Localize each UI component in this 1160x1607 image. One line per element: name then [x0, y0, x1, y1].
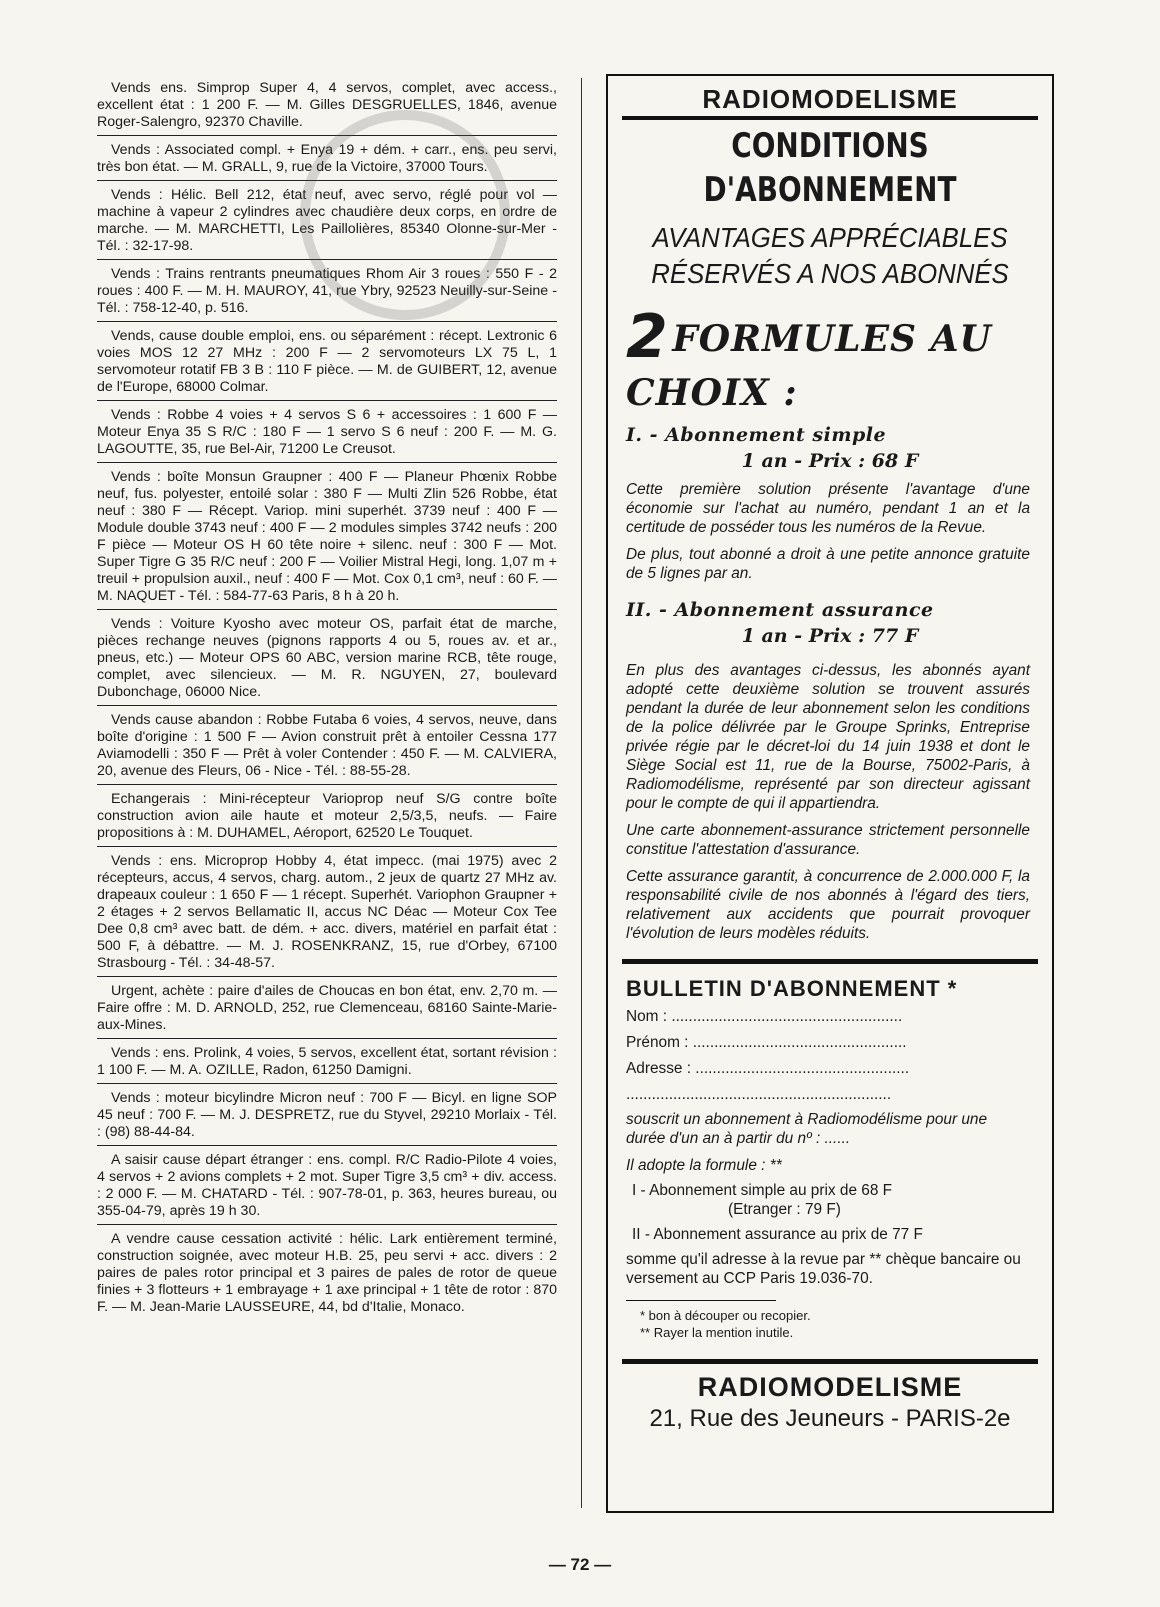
- formula-2-price: 1 an - Prix : 77 F: [741, 625, 919, 647]
- formulas-number: 2: [626, 302, 668, 372]
- column-divider: [581, 78, 582, 1508]
- classified-ad: Echangerais : Mini-récepteur Varioprop neuf S/G contre boîte construction avion aile haute et moteur 2,5/3,5, neufs. — Faire propositions à : M. DUHAMEL, Aéroport, 62520 Le Touquet.: [97, 789, 557, 847]
- advantages-line-2: RÉSERVÉS A NOS ABONNÉS: [651, 258, 1009, 289]
- adresse-field[interactable]: Adresse : ..................................................: [626, 1060, 910, 1077]
- advantages-heading: [626, 220, 1034, 292]
- prenom-field[interactable]: Prénom : ..................................................: [626, 1034, 907, 1051]
- classified-ad: Vends : Voiture Kyosho avec moteur OS, parfait état de marche, pièces rechange neuves (pignons rapports 4 ou 5, roues av. et ar., pneus, etc.) — Moteur OPS 60 ABC, version marine RCB, tête rouge, complet, avec silencieux. — M. R. NGUYEN, 27, boulevard Dubonchage, 06000 Nice.: [97, 614, 557, 706]
- formula-1-paragraph: De plus, tout abonné a droit à une petite annonce gratuite de 5 lignes par an.: [626, 546, 1030, 582]
- classified-ad: Vends : Hélic. Bell 212, état neuf, avec servo, réglé pour vol — machine à vapeur 2 cylindres avec chaudière deux corps, en ordre de marche. — M. MARCHETTI, Les Paillolières, 85340 Olonne-sur-Mer - Tél. : 32-17-98.: [97, 185, 557, 260]
- formulas-heading: [626, 302, 1052, 414]
- option-1: I - Abonnement simple au prix de 68 F: [632, 1182, 893, 1199]
- footnote-1: * bon à découper ou recopier.: [640, 1308, 811, 1323]
- conditions-line-2: D'ABONNEMENT: [703, 170, 957, 210]
- footnote-2: ** Rayer la mention inutile.: [640, 1325, 794, 1340]
- formulas-text: FORMULES AU CHOIX :: [626, 318, 992, 414]
- publisher-name: RADIOMODELISME: [697, 1372, 963, 1402]
- subscribe-text: souscrit un abonnement à Radiomodélisme pour une durée d'un an à partir du nº : ......: [626, 1111, 988, 1147]
- publisher-address: 21, Rue des Jeuneurs - PARIS-2e: [649, 1405, 1011, 1432]
- subscription-box: [606, 74, 1054, 1513]
- classified-ads-column: [97, 78, 557, 1324]
- formula-1-paragraph: Cette première solution présente l'avantage d'une économie sur l'achat au numéro, pendant 1 an et la certitude de posséder tous les numéros de la Revue.: [626, 481, 1030, 536]
- formula-2-title: II. - Abonnement assurance: [626, 599, 934, 621]
- formula-choice-text: Il adopte la formule : **: [626, 1157, 782, 1174]
- payment-text: somme qu'il adresse à la revue par ** chèque bancaire ou versement au CCP Paris 19.036-70.: [626, 1251, 1021, 1287]
- nom-field[interactable]: Nom : ......................................................: [626, 1008, 903, 1025]
- conditions-line-1: CONDITIONS: [731, 126, 929, 166]
- option-1-foreign-price: (Etranger : 79 F): [728, 1201, 841, 1218]
- classified-ad: A vendre cause cessation activité : hélic. Lark entièrement terminé, construction soignée, avec moteur H.B. 25, peu servi + acc. divers : 2 paires de pales rotor principal et 3 paires de pales de rotor de queue finies + 3 flotteurs + 1 embrayage + 1 axe principal + 1 tête de rotor : 870 F. — M. Jean-Marie LAUSSEURE, 44, bd d'Italie, Monaco.: [97, 1231, 557, 1315]
- formula-2-paragraph: En plus des avantages ci-dessus, les abonnés ayant adopté cette deuxième solution se trouvent assurés pendant la durée de leur abonnement selon les conditions de la police délivrée par le Groupe Sprinks, Entreprise privée régie par le décret-loi du 14 juin 1938 et dont le Siège Social est 11, rue de la Bourse, 75002-Paris, à Radiomodélisme, représenté par son directeur agissant pour le compte de qui il appartiendra.: [626, 662, 1030, 812]
- formula-1-price: 1 an - Prix : 68 F: [741, 450, 919, 472]
- classified-ad: Vends : Trains rentrants pneumatiques Rhom Air 3 roues : 550 F - 2 roues : 400 F. — M. H. MAUROY, 41, rue Ybry, 92523 Neuilly-sur-Seine - Tél. : 758-12-40, p. 516.: [97, 264, 557, 322]
- divider: [622, 959, 1038, 964]
- classified-ad: Vends : ens. Microprop Hobby 4, état impecc. (mai 1975) avec 2 récepteurs, accus, 4 servos, charg. autom., 2 jeux de quartz 27 MHz av. drapeaux couleur : 1 650 F — 1 récept. Superhét. Variophon Graupner + 2 étages + 2 servos Bellamatic II, accus NC Déac — Moteur Cox Tee Dee 0,8 cm³ avec batt. de dém. + acc. divers, matériel en parfait état : 500 F, à débattre. — M. J. ROSENKRANZ, 15, rue d'Orbey, 67100 Strasbourg - Tél. : 34-48-57.: [97, 851, 557, 977]
- classified-ad: Vends : Associated compl. + Enya 19 + dém. + carr., ens. peu servi, très bon état. — M. GRALL, 9, rue de la Victoire, 37000 Tours.: [97, 140, 557, 181]
- option-2: II - Abonnement assurance au prix de 77 F: [632, 1226, 923, 1243]
- formula-2-paragraph: Une carte abonnement-assurance strictement personnelle constitue l'attestation d'assurance.: [626, 822, 1030, 858]
- magazine-title: RADIOMODELISME: [702, 84, 958, 114]
- formula-2-paragraph: Cette assurance garantit, à concurrence de 2.000.000 F, la responsabilité civile de nos abonnés à l'égard des tiers, relativement aux accidents que pourrait provoquer l'évolution de leurs modèles réduits.: [626, 868, 1030, 942]
- classified-ad: Vends : moteur bicylindre Micron neuf : 700 F — Bicyl. en ligne SOP 45 neuf : 700 F. — M. J. DESPRETZ, rue du Styvel, 29210 Morlaix - Tél. : (98) 88-44-84.: [97, 1088, 557, 1146]
- classified-ad: A saisir cause départ étranger : ens. compl. R/C Radio-Pilote 4 voies, 4 servos + 2 avions complets + 2 mot. Super Tigre 3,5 cm³ + div. access. : 2 000 F. — M. CHATARD - Tél. : 907-78-01, p. 363, heures bureau, ou 355-04-79, après 19 h 30.: [97, 1150, 557, 1225]
- footnote-rule: [626, 1300, 776, 1301]
- classified-ad: Vends : Robbe 4 voies + 4 servos S 6 + accessoires : 1 600 F — Moteur Enya 35 S R/C : 180 F — 1 servo S 6 neuf : 200 F. — M. G. LAGOUTTE, 35, rue Bel-Air, 71200 Le Creusot.: [97, 405, 557, 463]
- adresse-field-continued[interactable]: ..............................................................: [626, 1086, 892, 1103]
- conditions-heading: [648, 124, 1012, 212]
- advantages-line-1: AVANTAGES APPRÉCIABLES: [652, 222, 1008, 253]
- classified-ad: Vends, cause double emploi, ens. ou séparément : récept. Lextronic 6 voies MOS 12 27 MHz : 200 F — 2 servomoteurs LX 75 L, 1 servomoteur rotatif FB 3 B : 110 F pièce. — M. de GUIBERT, 12, avenue de l'Europe, 68000 Colmar.: [97, 326, 557, 401]
- classified-ad: Vends : boîte Monsun Graupner : 400 F — Planeur Phœnix Robbe neuf, fus. polyester, entoilé solar : 380 F — Multi Zlin 526 Robbe, état neuf : 380 F — Récept. Variop. mini superhét. 3739 neuf : 400 F — Module double 3743 neuf : 400 F — 2 modules simples 3742 neufs : 200 F pièce — Moteur OS H 60 tête noire + silenc. neuf : 300 F — Mot. Super Tigre G 35 R/C neuf : 200 F — Voilier Mistral Hegi, long. 1,07 m + treuil + propulsion auxil., neuf : 400 F — Mot. Cox 0,1 cm³, neuf : 60 F. — M. NAQUET - Tél. : 584-77-63 Paris, 8 h à 20 h.: [97, 467, 557, 610]
- classified-ad: Vends : ens. Prolink, 4 voies, 5 servos, excellent état, sortant révision : 1 100 F. — M. A. OZILLE, Radon, 61250 Damigni.: [97, 1043, 557, 1084]
- classified-ad: Vends ens. Simprop Super 4, 4 servos, complet, avec access., excellent état : 1 200 F. — M. Gilles DESGRUELLES, 1846, avenue Roger-Salengro, 92370 Chaville.: [97, 78, 557, 136]
- bulletin-title: BULLETIN D'ABONNEMENT *: [626, 976, 958, 1001]
- divider: [622, 1359, 1038, 1364]
- page-number: — 72 —: [548, 1555, 612, 1574]
- classified-ad: Urgent, achète : paire d'ailes de Choucas en bon état, env. 2,70 m. — Faire offre : M. D. ARNOLD, 252, rue Clemenceau, 68160 Sainte-Marie-aux-Mines.: [97, 981, 557, 1039]
- formula-1-title: I. - Abonnement simple: [626, 424, 887, 446]
- divider: [622, 116, 1038, 120]
- classified-ad: Vends cause abandon : Robbe Futaba 6 voies, 4 servos, neuve, dans boîte d'origine : 1 500 F — Avion construit prêt à entoiler Cessna 177 Aviamodelli : 350 F — Prêt à voler Contender : 450 F. — M. CALVIERA, 20, avenue des Fleurs, 06 - Nice - Tél. : 88-55-28.: [97, 710, 557, 785]
